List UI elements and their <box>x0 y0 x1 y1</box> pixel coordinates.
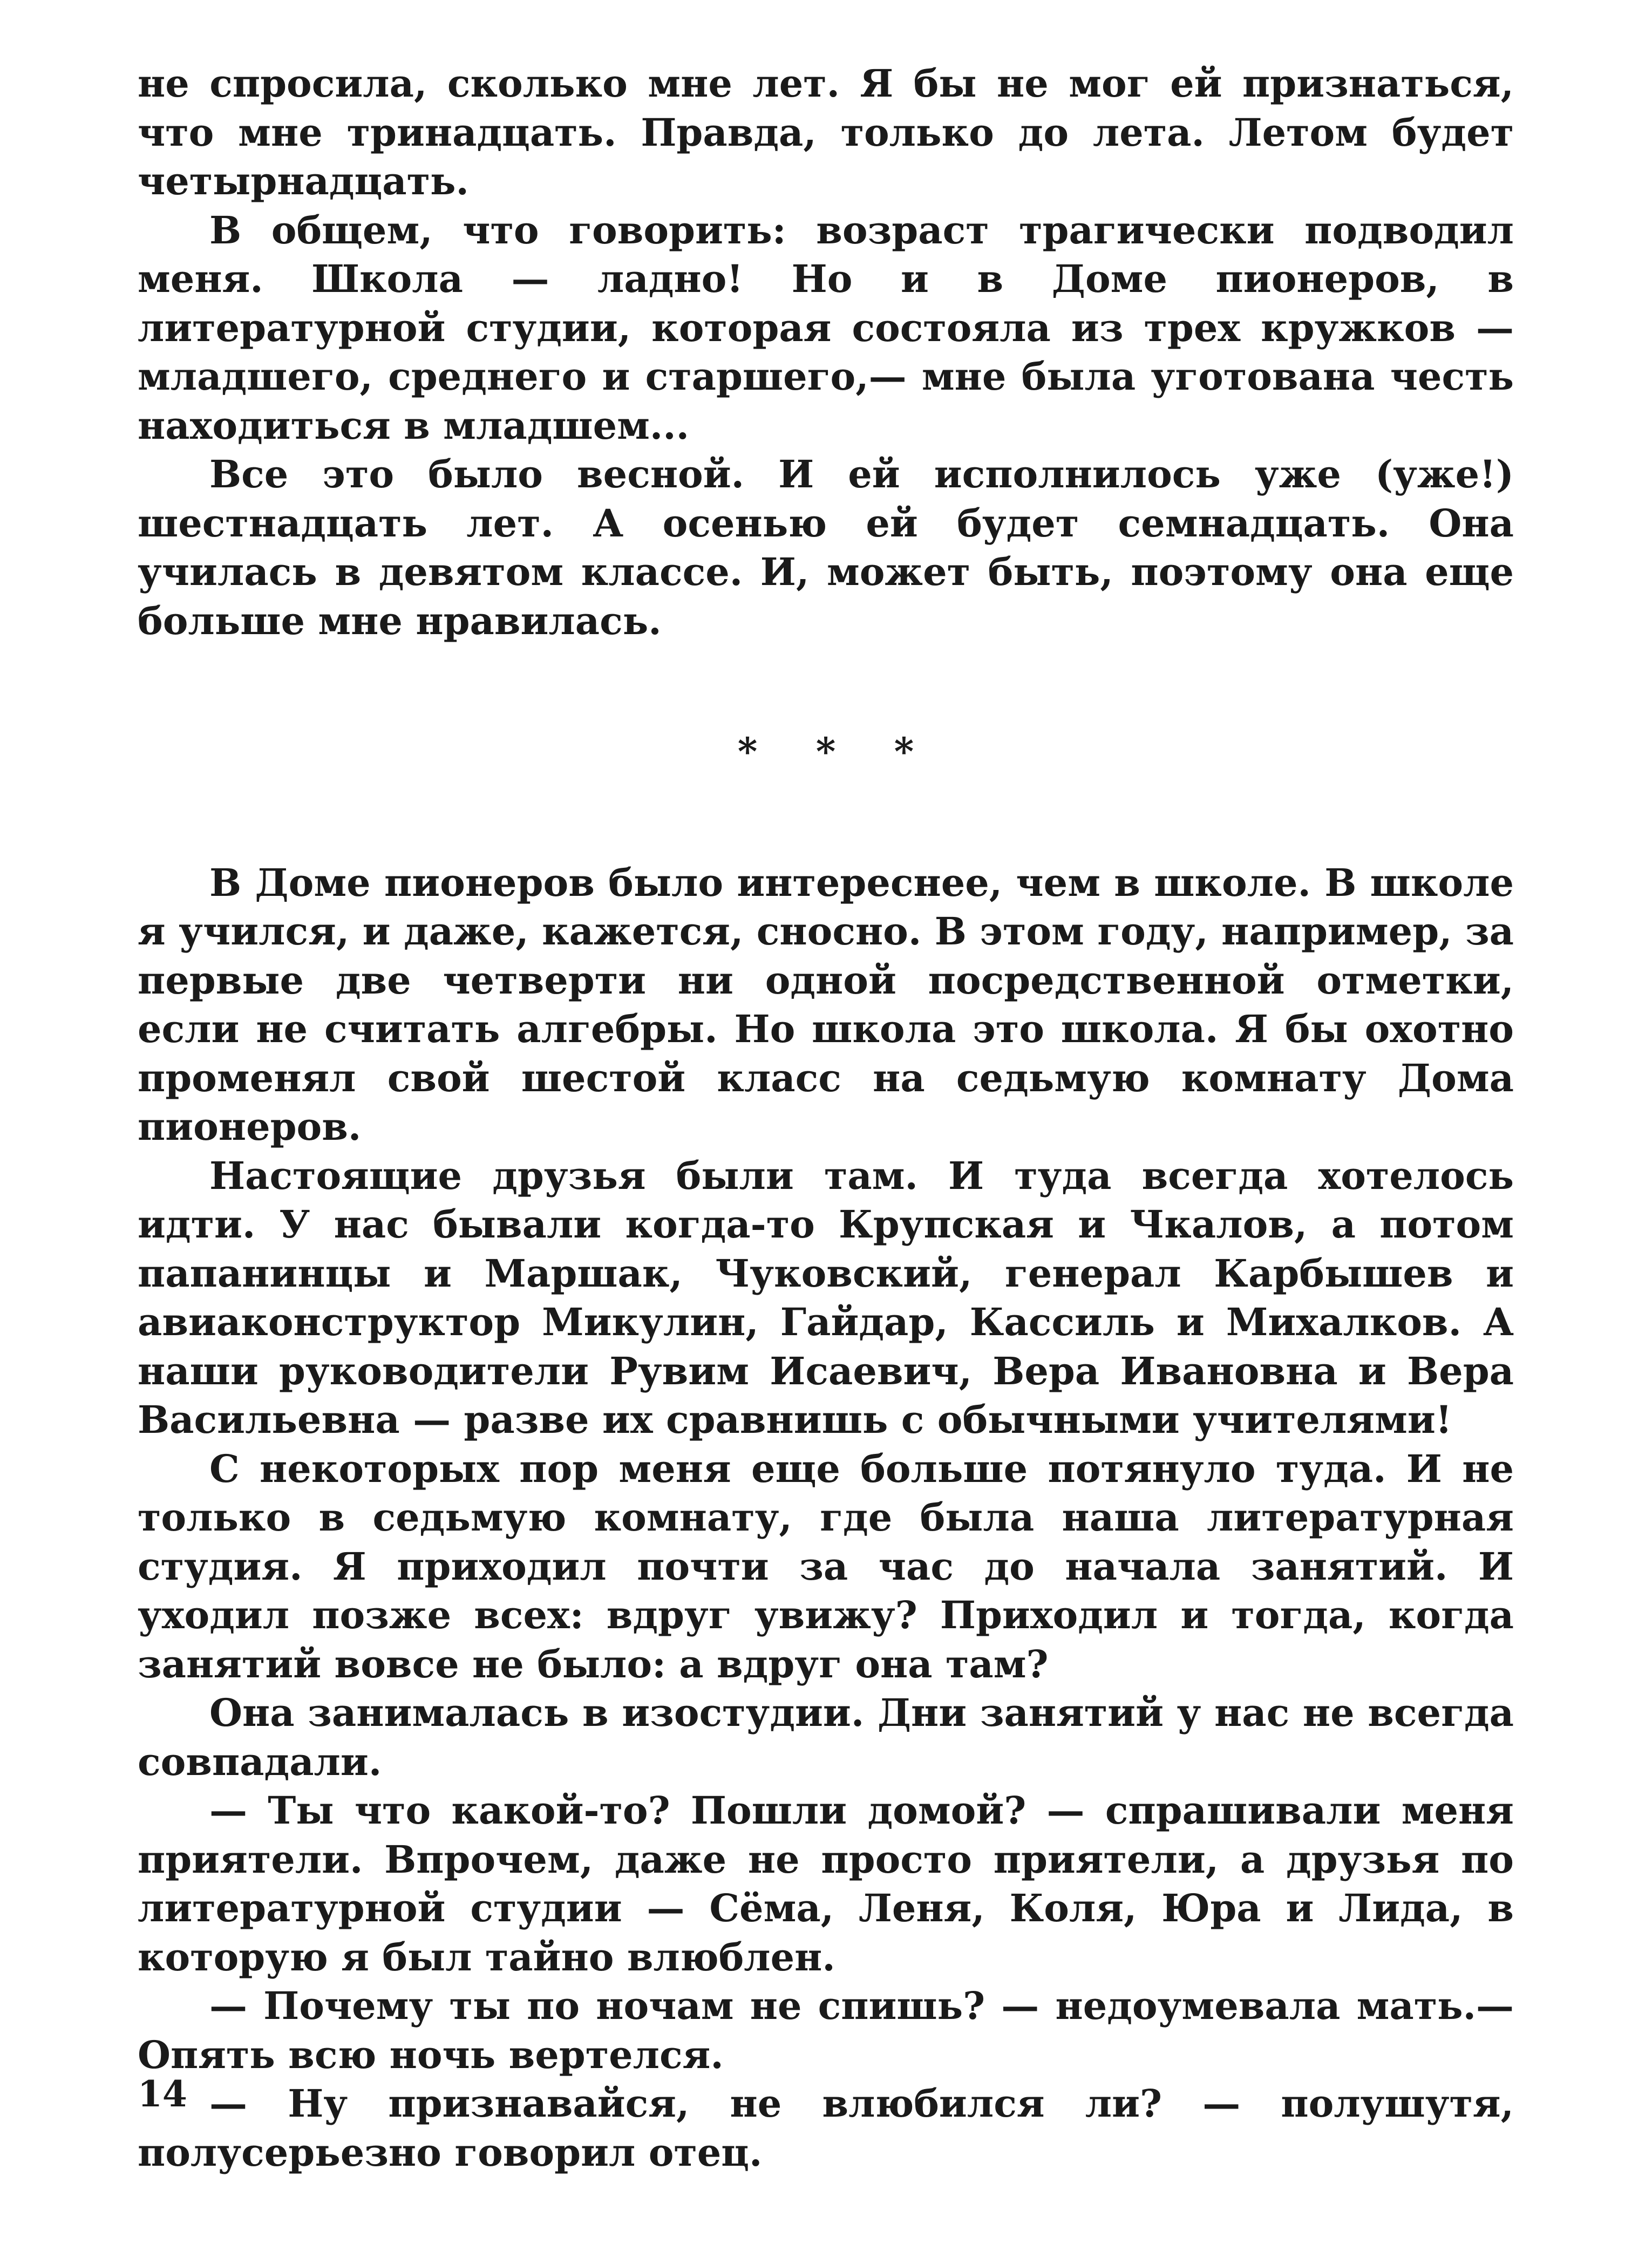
paragraph: не спросила, сколько мне лет. Я бы не мог ей признаться, что мне тринадцать. Правда, только до лета. Летом будет четырнадцать. <box>138 61 1514 203</box>
section-separator <box>138 727 1514 777</box>
separator-asterisk: * <box>737 729 758 774</box>
paragraph: В общем, что говорить: возраст трагически подводил меня. Школа — ладно! Но и в Доме пионеров, в литературной студии, которая состояла из трех кружков — младшего, среднего и старшего,— мне была уготована честь находиться в младшем... <box>138 207 1514 448</box>
separator-asterisk: * <box>894 729 914 774</box>
paragraph: Она занималась в изостудии. Дни занятий у нас не всегда совпадали. <box>138 1690 1514 1784</box>
separator-asterisk: * <box>815 729 836 774</box>
paragraph: Настоящие друзья были там. И туда всегда хотелось идти. У нас бывали когда-то Крупская и Чкалов, а потом папанинцы и Маршак, Чуковский, генерал Карбышев и авиаконструктор Микулин, Гайдар, Кассиль и Михалков. А наши руководители Рувим Исаевич, Вера Ивановна и Вера Васильевна — разве их сравнишь с обычными учителями! <box>138 1153 1514 1442</box>
paragraph: С некоторых пор меня еще больше потянуло туда. И не только в седьмую комнату, где была наша литературная студия. Я приходил почти за час до начала занятий. И уходил позже всех: вдруг увижу? Приходил и тогда, когда занятий вовсе не было: а вдруг она там? <box>138 1446 1514 1687</box>
paragraph: — Ты что какой-то? Пошли домой? — спрашивали меня приятели. Впрочем, даже не просто приятели, а друзья по литературной студии — Сёма, Леня, Коля, Юра и Лида, в которую я был тайно влюблен. <box>138 1788 1514 1980</box>
paragraph: В Доме пионеров было интереснее, чем в школе. В школе я учился, и даже, кажется, сносно. В этом году, например, за первые две четверти ни одной посредственной отметки, если не считать алгебры. Но школа это школа. Я бы охотно променял свой шестой класс на седьмую комнату Дома пионеров. <box>138 860 1514 1149</box>
paragraph: — Почему ты по ночам не спишь? — недоумевала мать.— Опять всю ночь вертелся. <box>138 1983 1514 2077</box>
paragraph: — Ну признавайся, не влюбился ли? — полушутя, полусерьезно говорил отец. <box>138 2081 1514 2175</box>
paragraph: Все это было весной. И ей исполнилось уже (уже!) шестнадцать лет. А осенью ей будет семнадцать. Она училась в девятом классе. И, может быть, поэтому она еще больше мне нравилась. <box>138 452 1514 643</box>
page-body <box>138 59 1514 2177</box>
page-number: 14 <box>138 2073 187 2115</box>
